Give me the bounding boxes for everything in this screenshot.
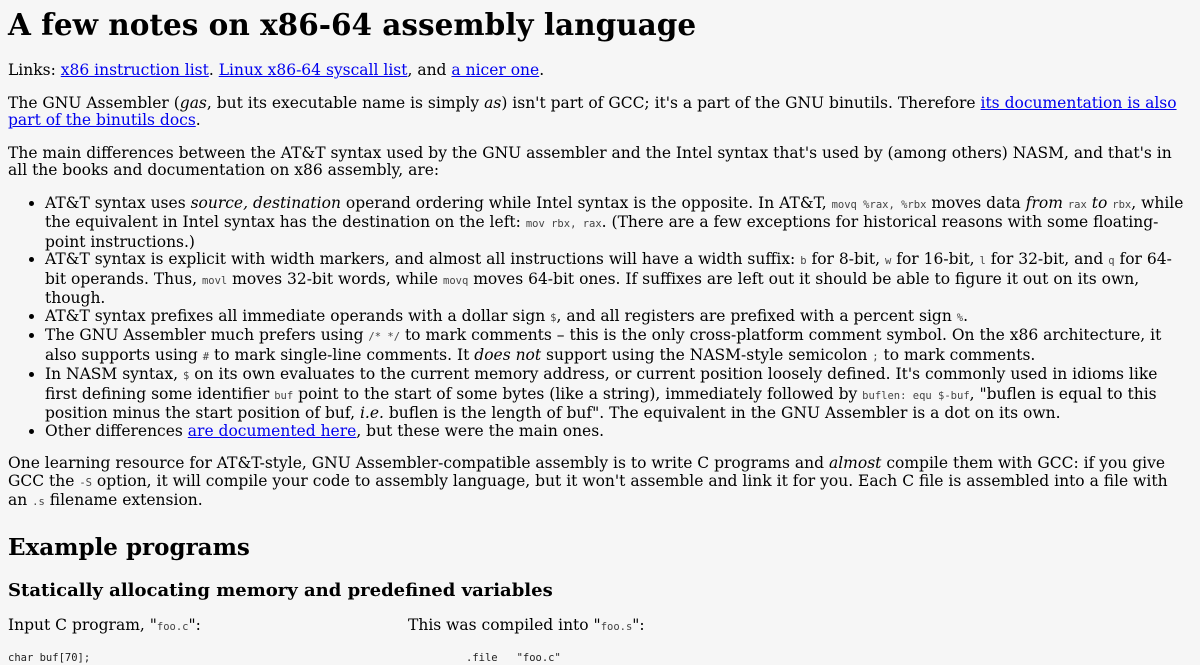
inline-code: # [203, 351, 209, 363]
emphasis: to [1092, 194, 1108, 212]
text: In NASM syntax, [45, 365, 183, 383]
inline-code: buf [274, 390, 293, 402]
text: point to the start of some bytes (like a string), immediately followed by [293, 385, 862, 403]
inline-code: movq [443, 275, 468, 287]
text: for 16-bit, [891, 250, 979, 268]
links-suffix: . [539, 61, 544, 79]
text: , "buflen is equal to this position minus the start position of buf, [45, 385, 1157, 423]
as-term: as [484, 94, 501, 112]
inline-code: rbx [1112, 199, 1131, 211]
binutils-docs-link[interactable]: its documentation is also part of the binutils docs [8, 94, 1177, 130]
page [0, 8, 1200, 665]
links-paragraph [8, 62, 1191, 80]
text: . [196, 111, 201, 129]
text: moves 64-bit ones. If suffixes are left out it should be able to figure it out on its own, though. [45, 270, 1139, 308]
inline-code: /* */ [368, 331, 400, 343]
c-program-column [8, 617, 408, 665]
page-title: A few notes on x86-64 assembly language [8, 8, 1191, 42]
text: AT&T syntax prefixes all immediate operands with a dollar sign [45, 307, 550, 325]
x86-instruction-list-link[interactable]: x86 instruction list [61, 61, 209, 79]
emphasis: i.e. [360, 404, 384, 422]
inline-code: b [800, 255, 806, 267]
text: ) isn't part of GCC; it's a part of the GNU binutils. Therefore [501, 94, 980, 112]
inline-code: -S [79, 477, 92, 489]
text: ": [632, 616, 644, 634]
text: for 64-bit operands. Thus, [45, 250, 1172, 288]
example-programs-heading: Example programs [8, 534, 1191, 562]
list-item [45, 251, 1191, 308]
text: moves 32-bit words, while [227, 270, 443, 288]
text: on its own evaluates to the current memory address, or current position loosely defined. It's commonly used in idioms like first defining some identifier [45, 365, 1157, 403]
inline-code: mov rbx, rax [526, 218, 602, 230]
text: for 8-bit, [807, 250, 885, 268]
other-differences-link[interactable]: are documented here [188, 422, 357, 440]
text: AT&T syntax is explicit with width markers, and almost all instructions will have a width suffix: [45, 250, 800, 268]
asm-output-caption [408, 617, 1191, 637]
text: moves data [926, 194, 1025, 212]
c-program-caption [8, 617, 408, 637]
inline-code: l [980, 255, 986, 267]
list-item [45, 423, 1191, 441]
gas-term: gas [180, 94, 207, 112]
text: to mark comments. [879, 346, 1036, 364]
inline-code: rax [1068, 199, 1087, 211]
text: support using the NASM-style semicolon [541, 346, 872, 364]
text: operand ordering while Intel syntax is the opposite. In AT&T, [341, 194, 832, 212]
text: , but its executable name is simply [207, 94, 484, 112]
text: filename extension. [45, 491, 203, 509]
text: compile them with GCC: if you give GCC the [8, 454, 1165, 490]
text: ": [188, 616, 200, 634]
c-code-block: char buf[70]; [8, 651, 408, 665]
text: AT&T syntax uses [45, 194, 191, 212]
text: buflen is the length of buf". The equivalent in the GNU Assembler is a dot on its own. [384, 404, 1061, 422]
inline-code: w [885, 255, 891, 267]
inline-code: foo.s [601, 621, 633, 633]
links-prefix: Links: [8, 61, 61, 79]
emphasis: source, destination [191, 194, 341, 212]
text: Input C program, " [8, 616, 157, 634]
text: . [963, 307, 968, 325]
text: , but these were the main ones. [356, 422, 604, 440]
emphasis: almost [829, 454, 881, 472]
inline-code: buflen: equ $-buf [862, 390, 969, 402]
syscall-list-link[interactable]: Linux x86-64 syscall list [219, 61, 408, 79]
text: for 32-bit, and [986, 250, 1108, 268]
gas-paragraph [8, 95, 1191, 130]
resource-paragraph [8, 455, 1191, 512]
text: One learning resource for AT&T-style, GNU Assembler-compatible assembly is to write C programs and [8, 454, 829, 472]
text: option, it will compile your code to assembly language, but it won't assemble and link it for you. Each C file is assembled into a file with an [8, 472, 1168, 510]
text: Other differences [45, 422, 188, 440]
asm-output-column [408, 617, 1191, 665]
text: . (There are a few exceptions for historical reasons with some floating-point instructions.) [45, 213, 1158, 251]
text: to mark comments – this is the only cross-platform comment symbol. On the x86 architecture, it also supports using [45, 326, 1161, 364]
text: to mark single-line comments. It [209, 346, 474, 364]
links-sep: , and [407, 61, 451, 79]
emphasis: from [1026, 194, 1063, 212]
differences-list [8, 195, 1191, 441]
inline-code: .s [32, 496, 45, 508]
emphasis: does not [474, 346, 541, 364]
text: This was compiled into " [408, 616, 601, 634]
inline-code: % [957, 312, 963, 324]
text: The GNU Assembler ( [8, 94, 180, 112]
links-sep: . [209, 61, 219, 79]
text: , while the equivalent in Intel syntax has the destination on the left: [45, 194, 1183, 232]
inline-code: foo.c [157, 621, 189, 633]
list-item [45, 366, 1191, 423]
inline-code: movl [202, 275, 227, 287]
text: , and all registers are prefixed with a percent sign [557, 307, 957, 325]
inline-code: q [1108, 255, 1114, 267]
list-item [45, 327, 1191, 366]
inline-code: $ [550, 312, 556, 324]
list-item [45, 195, 1191, 252]
asm-code-block: .file "foo.c" [408, 651, 1191, 665]
inline-code: movq %rax, %rbx [832, 199, 927, 211]
inline-code: ; [872, 351, 878, 363]
inline-code: $ [183, 370, 189, 382]
nicer-syscall-list-link[interactable]: a nicer one [451, 61, 539, 79]
static-allocation-heading: Statically allocating memory and predefined variables [8, 580, 1191, 602]
example-columns [8, 617, 1191, 665]
text: The GNU Assembler much prefers using [45, 326, 368, 344]
differences-intro: The main differences between the AT&T syntax used by the GNU assembler and the Intel syntax that's used by (among others) NASM, and that's in all the books and documentation on x86 assembly, are: [8, 145, 1191, 180]
list-item [45, 308, 1191, 328]
